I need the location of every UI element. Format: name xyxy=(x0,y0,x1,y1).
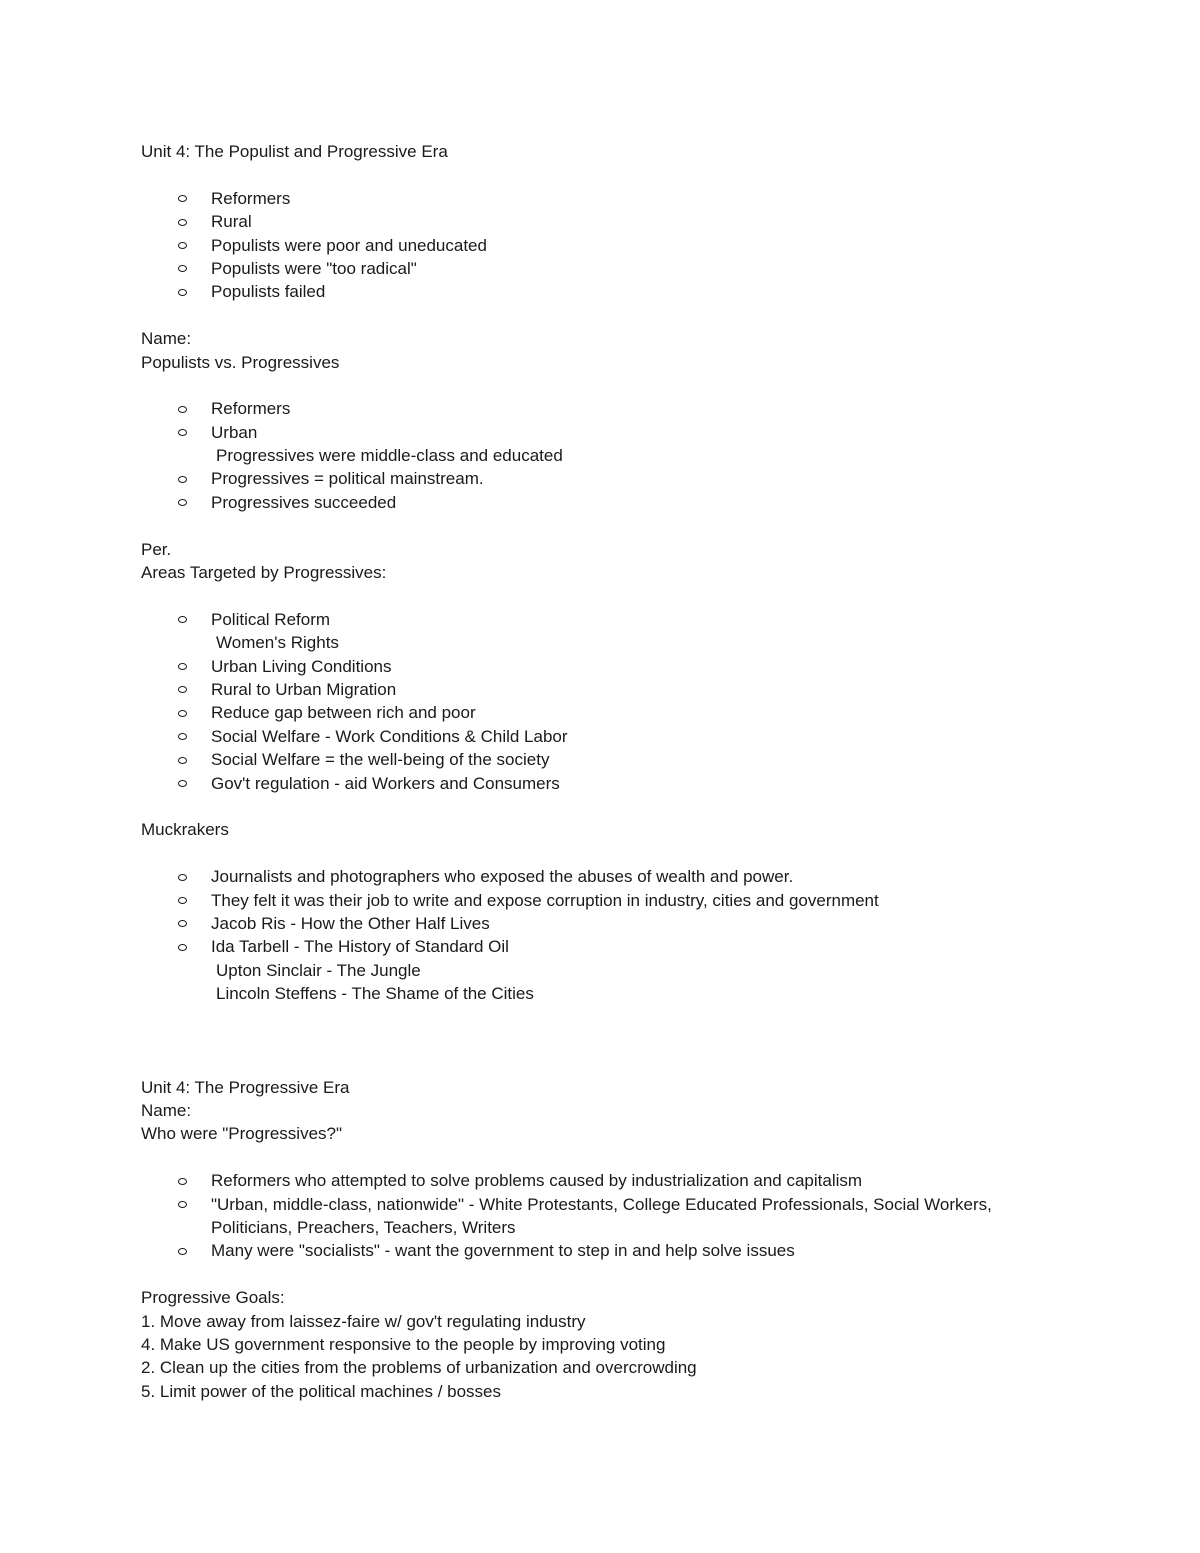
text-line: Areas Targeted by Progressives: xyxy=(141,563,387,583)
bullet-text: They felt it was their job to write and expose corruption in industry, cities and government xyxy=(211,890,879,910)
bullet-text: Gov't regulation - aid Workers and Consumers xyxy=(211,773,560,793)
hollow-bullet-icon xyxy=(178,733,187,740)
blank-line xyxy=(141,795,1141,818)
bullet-item xyxy=(141,210,1141,233)
text-line: Who were "Progressives?" xyxy=(141,1124,343,1144)
bullet-text: Jacob Ris - How the Other Half Lives xyxy=(211,913,490,933)
bullet-text: Populists were "too radical" xyxy=(211,258,417,278)
blank-line xyxy=(141,842,1141,865)
indented-text-line: Upton Sinclair - The Jungle xyxy=(216,960,421,980)
bullet-item xyxy=(141,1193,1141,1216)
bullet-text: Urban Living Conditions xyxy=(211,656,392,676)
blank-line xyxy=(141,1029,1141,1052)
bullet-item xyxy=(141,912,1141,935)
hollow-bullet-icon xyxy=(178,874,187,881)
blank-line xyxy=(141,1146,1141,1169)
bullet-text: Reduce gap between rich and poor xyxy=(211,703,476,723)
bullet-item xyxy=(141,725,1141,748)
bullet-item xyxy=(141,748,1141,771)
hollow-bullet-icon xyxy=(178,710,187,717)
hollow-bullet-icon xyxy=(178,920,187,927)
indented-text-line: Lincoln Steffens - The Shame of the Cities xyxy=(216,984,534,1004)
bullet-text: Many were "socialists" - want the government to step in and help solve issues xyxy=(211,1241,795,1261)
bullet-item xyxy=(141,1239,1141,1262)
bullet-item xyxy=(141,421,1141,444)
text-line: 1. Move away from laissez-faire w/ gov't regulating industry xyxy=(141,1311,586,1331)
bullet-item xyxy=(141,865,1141,888)
bullet-text: Rural xyxy=(211,212,252,232)
text-line: Name: xyxy=(141,1101,192,1121)
hollow-bullet-icon xyxy=(178,1248,187,1255)
hollow-bullet-icon xyxy=(178,406,187,413)
hollow-bullet-icon xyxy=(178,686,187,693)
blank-line xyxy=(141,1005,1141,1028)
hollow-bullet-icon xyxy=(178,944,187,951)
bullet-text: "Urban, middle-class, nationwide" - White Protestants, College Educated Professionals, Social Workers, xyxy=(211,1194,992,1214)
indented-text-line: Women's Rights xyxy=(216,633,339,653)
bullet-text: Populists failed xyxy=(211,282,326,302)
bullet-text: Progressives = political mainstream. xyxy=(211,469,484,489)
blank-line xyxy=(141,304,1141,327)
blank-line xyxy=(141,163,1141,186)
blank-line xyxy=(141,1052,1141,1075)
bullet-text: Social Welfare - Work Conditions & Child Labor xyxy=(211,726,568,746)
hollow-bullet-icon xyxy=(178,1178,187,1185)
bullet-text: Reformers xyxy=(211,399,291,419)
bullet-item xyxy=(141,467,1141,490)
bullet-text: Social Welfare = the well-being of the society xyxy=(211,750,550,770)
text-line: Muckrakers xyxy=(141,820,229,840)
bullet-text: Reformers who attempted to solve problems caused by industrialization and capitalism xyxy=(211,1171,863,1191)
hollow-bullet-icon xyxy=(178,897,187,904)
text-line: 4. Make US government responsive to the people by improving voting xyxy=(141,1334,666,1354)
blank-line xyxy=(141,584,1141,607)
bullet-item xyxy=(141,655,1141,678)
bullet-item xyxy=(141,280,1141,303)
blank-line xyxy=(141,374,1141,397)
bullet-item xyxy=(141,187,1141,210)
bullet-text: Ida Tarbell - The History of Standard Oil xyxy=(211,937,509,957)
bullet-item xyxy=(141,935,1141,958)
bullet-continuation-text: Politicians, Preachers, Teachers, Writers xyxy=(211,1217,516,1237)
text-line: Populists vs. Progressives xyxy=(141,352,340,372)
bullet-item xyxy=(141,234,1141,257)
hollow-bullet-icon xyxy=(178,242,187,249)
text-line: 5. Limit power of the political machines / bosses xyxy=(141,1381,502,1401)
blank-line xyxy=(141,1263,1141,1286)
hollow-bullet-icon xyxy=(178,616,187,623)
bullet-item xyxy=(141,1169,1141,1192)
text-line: 2. Clean up the cities from the problems of urbanization and overcrowding xyxy=(141,1358,697,1378)
hollow-bullet-icon xyxy=(178,289,187,296)
bullet-text: Urban xyxy=(211,422,258,442)
hollow-bullet-icon xyxy=(178,265,187,272)
bullet-item xyxy=(141,608,1141,631)
hollow-bullet-icon xyxy=(178,195,187,202)
text-line: Name: xyxy=(141,329,192,349)
hollow-bullet-icon xyxy=(178,663,187,670)
bullet-item xyxy=(141,889,1141,912)
bullet-text: Rural to Urban Migration xyxy=(211,679,397,699)
hollow-bullet-icon xyxy=(178,757,187,764)
bullet-text: Political Reform xyxy=(211,609,331,629)
bullet-text: Reformers xyxy=(211,188,291,208)
document-page xyxy=(141,140,1141,1403)
blank-line xyxy=(141,514,1141,537)
bullet-item xyxy=(141,257,1141,280)
bullet-item xyxy=(141,678,1141,701)
hollow-bullet-icon xyxy=(178,1201,187,1208)
hollow-bullet-icon xyxy=(178,219,187,226)
indented-text-line: Progressives were middle-class and educated xyxy=(216,446,563,466)
bullet-item xyxy=(141,701,1141,724)
bullet-text: Journalists and photographers who exposed the abuses of wealth and power. xyxy=(211,867,794,887)
hollow-bullet-icon xyxy=(178,429,187,436)
bullet-item xyxy=(141,491,1141,514)
hollow-bullet-icon xyxy=(178,780,187,787)
text-line: Progressive Goals: xyxy=(141,1288,285,1308)
bullet-item xyxy=(141,397,1141,420)
text-line: Unit 4: The Progressive Era xyxy=(141,1077,350,1097)
hollow-bullet-icon xyxy=(178,499,187,506)
hollow-bullet-icon xyxy=(178,476,187,483)
text-line: Unit 4: The Populist and Progressive Era xyxy=(141,142,448,161)
text-line: Per. xyxy=(141,539,172,559)
bullet-item xyxy=(141,772,1141,795)
bullet-text: Progressives succeeded xyxy=(211,492,397,512)
bullet-text: Populists were poor and uneducated xyxy=(211,235,487,255)
